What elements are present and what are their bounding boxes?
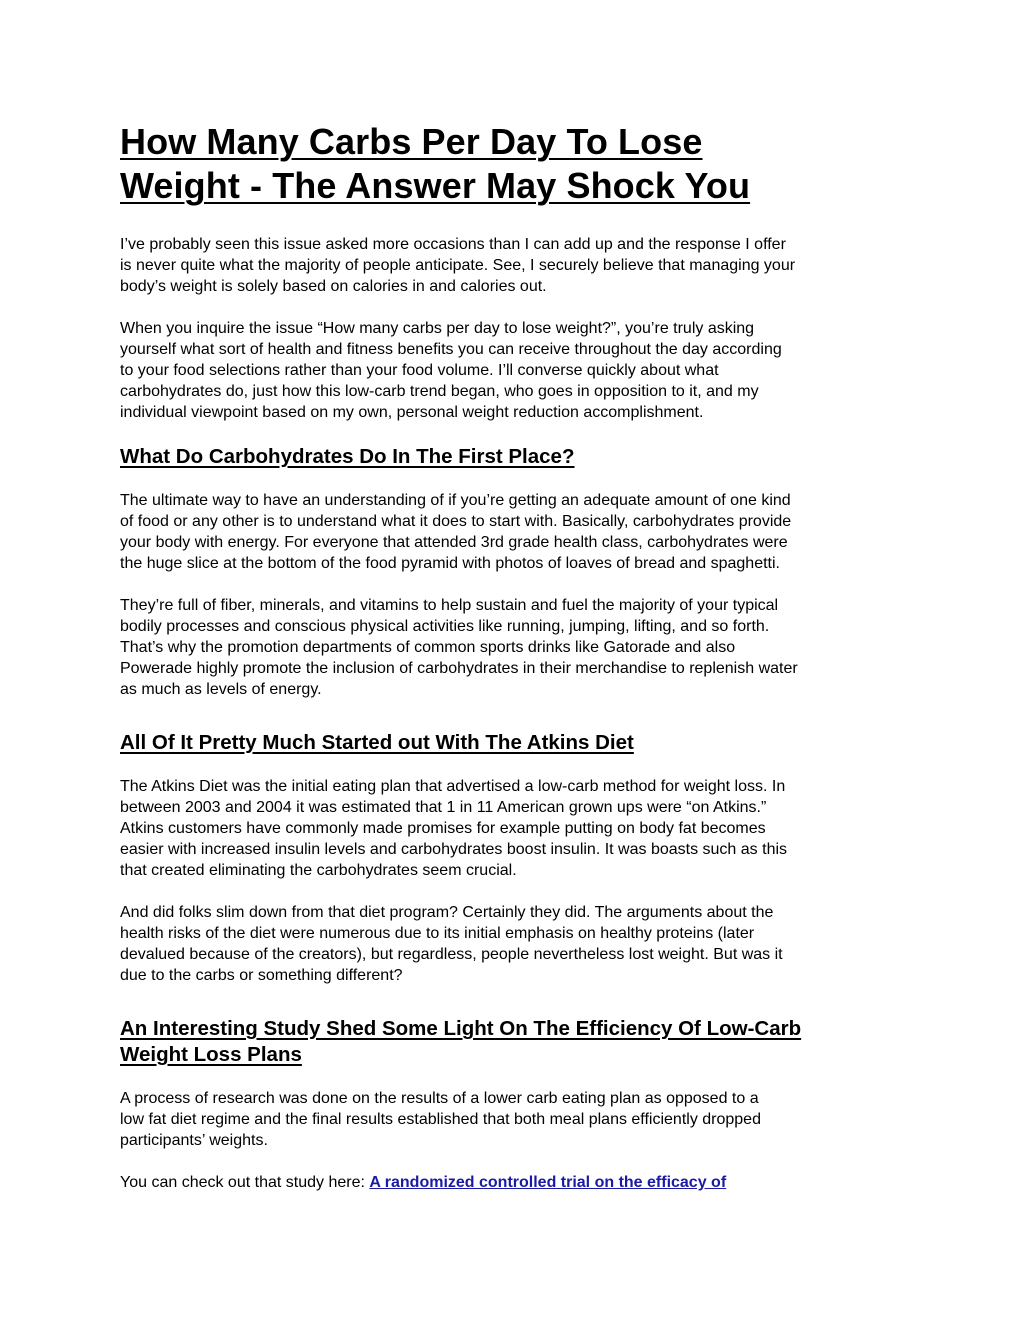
text-line: easier with increased insulin levels and carbohydrates boost insulin. It was boasts such as this xyxy=(120,841,788,858)
text-line: body’s weight is solely based on calories in and calories out. xyxy=(120,278,547,295)
intro-paragraph-1 xyxy=(120,234,910,297)
text-line: Powerade highly promote the inclusion of carbohydrates in their merchandise to replenish water xyxy=(120,660,798,677)
study-paragraph-1 xyxy=(120,1088,910,1151)
carbohydrates-paragraph-1 xyxy=(120,490,910,574)
text-line: The Atkins Diet was the initial eating plan that advertised a low-carb method for weight loss. In xyxy=(120,778,786,795)
title-line-1: How Many Carbs Per Day To Lose xyxy=(120,121,703,162)
text-line: the huge slice at the bottom of the food pyramid with photos of loaves of bread and spaghetti. xyxy=(120,555,780,572)
text-line: Atkins customers have commonly made promises for example putting on body fat becomes xyxy=(120,820,766,837)
atkins-section xyxy=(120,730,910,986)
heading-line: An Interesting Study Shed Some Light On The Efficiency Of Low-Carb xyxy=(120,1017,802,1040)
heading-line: All Of It Pretty Much Started out With The Atkins Diet xyxy=(120,731,634,754)
section-heading-carbohydrates xyxy=(120,444,910,470)
text-line: to your food selections rather than your food volume. I’ll converse quickly about what xyxy=(120,362,719,379)
text-line: carbohydrates do, just how this low-carb trend began, who goes in opposition to it, and my xyxy=(120,383,759,400)
study-link-prefix: You can check out that study here: xyxy=(120,1174,370,1191)
text-line: due to the carbs or something different? xyxy=(120,967,403,984)
text-line: of food or any other is to understand what it does to start with. Basically, carbohydrates provide xyxy=(120,513,792,530)
atkins-paragraph-2 xyxy=(120,902,910,986)
text-line: That’s why the promotion departments of common sports drinks like Gatorade and also xyxy=(120,639,736,656)
text-line: I’ve probably seen this issue asked more occasions than I can add up and the response I offer xyxy=(120,236,786,253)
study-section xyxy=(120,1016,910,1193)
intro-section xyxy=(120,234,910,423)
text-line: devalued because of the creators), but regardless, people nevertheless lost weight. But was it xyxy=(120,946,783,963)
text-line: A process of research was done on the results of a lower carb eating plan as opposed to a xyxy=(120,1090,759,1107)
document-title xyxy=(120,120,910,208)
section-heading-study xyxy=(120,1016,910,1068)
text-line: your body with energy. For everyone that attended 3rd grade health class, carbohydrates were xyxy=(120,534,788,551)
section-heading-atkins xyxy=(120,730,910,756)
text-line: When you inquire the issue “How many carbs per day to lose weight?”, you’re truly asking xyxy=(120,320,755,337)
atkins-paragraph-1 xyxy=(120,776,910,881)
text-line: health risks of the diet were numerous due to its initial emphasis on healthy proteins (later xyxy=(120,925,755,942)
intro-paragraph-2 xyxy=(120,318,910,423)
text-line: They’re full of fiber, minerals, and vitamins to help sustain and fuel the majority of your typical xyxy=(120,597,779,614)
carbohydrates-paragraph-2 xyxy=(120,595,910,700)
text-line: participants’ weights. xyxy=(120,1132,268,1149)
text-line: low fat diet regime and the final results established that both meal plans efficiently dropped xyxy=(120,1111,761,1128)
document-page xyxy=(120,120,910,1214)
carbohydrates-section xyxy=(120,444,910,700)
study-link-paragraph xyxy=(120,1172,910,1193)
text-line: The ultimate way to have an understanding of if you’re getting an adequate amount of one kind xyxy=(120,492,791,509)
text-line: between 2003 and 2004 it was estimated that 1 in 11 American grown ups were “on Atkins.” xyxy=(120,799,767,816)
title-line-2: Weight - The Answer May Shock You xyxy=(120,165,751,206)
text-line: And did folks slim down from that diet program? Certainly they did. The arguments about the xyxy=(120,904,774,921)
text-line: yourself what sort of health and fitness benefits you can receive throughout the day according xyxy=(120,341,782,358)
text-line: that created eliminating the carbohydrates seem crucial. xyxy=(120,862,517,879)
study-link[interactable]: A randomized controlled trial on the efficacy of xyxy=(369,1174,727,1191)
text-line: is never quite what the majority of people anticipate. See, I securely believe that managing your xyxy=(120,257,796,274)
heading-line: What Do Carbohydrates Do In The First Place? xyxy=(120,445,575,468)
text-line: bodily processes and conscious physical activities like running, jumping, lifting, and so forth. xyxy=(120,618,770,635)
text-line: individual viewpoint based on my own, personal weight reduction accomplishment. xyxy=(120,404,704,421)
heading-line: Weight Loss Plans xyxy=(120,1043,302,1066)
text-line: as much as levels of energy. xyxy=(120,681,322,698)
